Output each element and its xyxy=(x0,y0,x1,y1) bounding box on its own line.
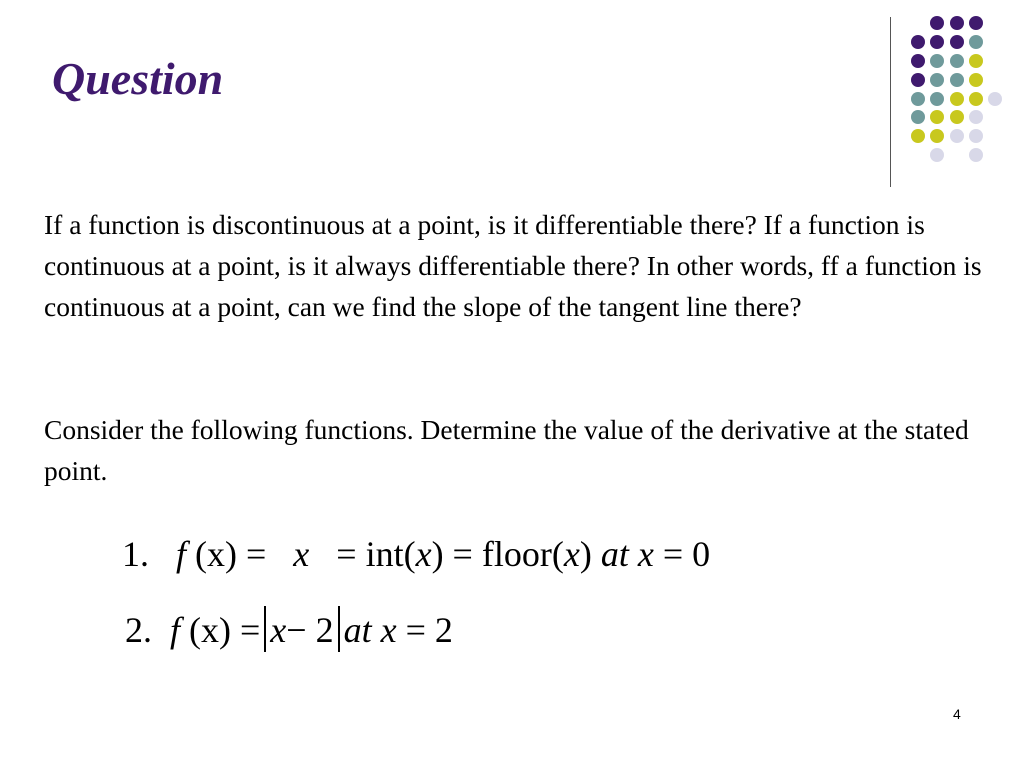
decorative-dot xyxy=(930,54,944,68)
equation-text: ) = floor( xyxy=(431,534,564,574)
variable-x: x xyxy=(415,534,432,574)
equation-text: = 0 xyxy=(662,534,711,574)
equation-text: = int( xyxy=(336,534,416,574)
decorative-dot xyxy=(911,129,925,143)
decorative-dot xyxy=(950,35,964,49)
variable-x: x xyxy=(637,534,654,574)
equation-text: = 2 xyxy=(405,610,453,650)
page-number: 4 xyxy=(953,706,961,722)
decorative-dot xyxy=(950,110,964,124)
decorative-dot xyxy=(930,110,944,124)
decorative-dot xyxy=(930,148,944,162)
divider-line xyxy=(890,17,891,187)
variable-x: x xyxy=(380,610,397,650)
at-word: at xyxy=(600,534,629,574)
decorative-dot xyxy=(911,54,925,68)
decorative-dot xyxy=(950,16,964,30)
equation-2 xyxy=(125,606,453,652)
decorative-dot xyxy=(930,16,944,30)
decorative-dot xyxy=(911,73,925,87)
equation-number: 2. xyxy=(125,610,152,650)
function-name: f xyxy=(170,610,181,650)
at-word: at xyxy=(343,610,372,650)
decorative-dot xyxy=(969,92,983,106)
decorative-dot xyxy=(930,92,944,106)
variable-x: x xyxy=(293,534,310,574)
decorative-dot xyxy=(911,35,925,49)
decorative-dot xyxy=(969,129,983,143)
decorative-dot xyxy=(969,148,983,162)
decorative-dot xyxy=(911,110,925,124)
decorative-dot xyxy=(969,73,983,87)
decorative-dot xyxy=(950,92,964,106)
abs-bar-right xyxy=(338,606,340,652)
decorative-dot xyxy=(950,54,964,68)
decorative-dot xyxy=(988,92,1002,106)
abs-bar-left xyxy=(264,606,266,652)
decorative-dot xyxy=(930,73,944,87)
decorative-dot xyxy=(930,35,944,49)
equation-text: (x) = xyxy=(189,610,261,650)
variable-x: x xyxy=(563,534,580,574)
slide-title: Question xyxy=(52,53,224,104)
decorative-dot xyxy=(930,129,944,143)
equation-text: (x) = xyxy=(195,534,267,574)
decorative-dot xyxy=(969,110,983,124)
question-paragraph: If a function is discontinuous at a point, is it differentiable there? If a function is continuous at a point, is it always differentiable there? In other words, ff a function is continuous at a point, can we find the slope of the tangent line there? xyxy=(44,209,982,322)
instruction-paragraph: Consider the following functions. Determine the value of the derivative at the stated point. xyxy=(44,414,969,486)
decorative-dot xyxy=(969,54,983,68)
function-name: f xyxy=(176,534,187,574)
equation-number: 1. xyxy=(122,534,149,574)
equation-text: − 2 xyxy=(286,610,334,650)
equation-text: ) xyxy=(579,534,592,574)
decorative-dot xyxy=(969,16,983,30)
variable-x: x xyxy=(270,610,287,650)
decorative-dot xyxy=(950,129,964,143)
decorative-dot xyxy=(969,35,983,49)
equation-1 xyxy=(122,533,710,575)
decorative-dot xyxy=(950,73,964,87)
decorative-dot xyxy=(911,92,925,106)
